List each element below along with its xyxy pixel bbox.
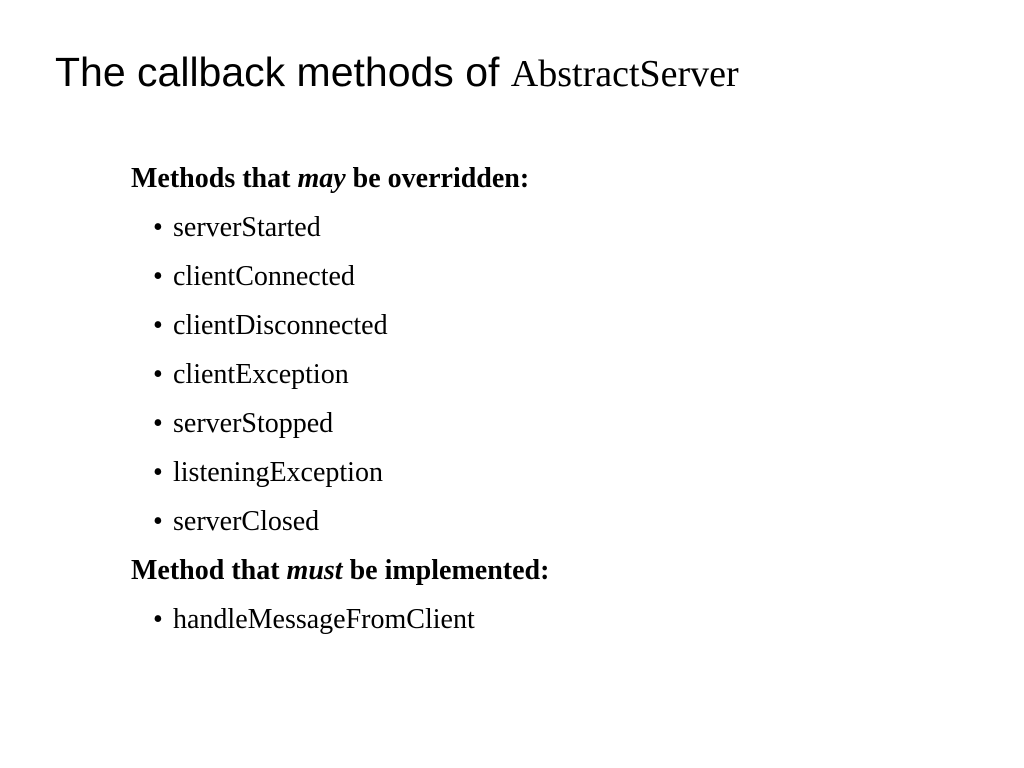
heading-emphasis: may: [297, 163, 346, 194]
method-name: handleMessageFromClient: [173, 604, 475, 635]
method-name: clientException: [173, 359, 349, 390]
method-name: clientConnected: [173, 261, 355, 292]
list-item: [153, 497, 549, 546]
bullet-icon: •: [153, 212, 163, 243]
section-heading-may-override: [131, 154, 549, 203]
list-item: [153, 595, 549, 644]
heading-text: Methods that: [131, 163, 298, 194]
bullet-icon: •: [153, 359, 163, 390]
slide-content: [131, 154, 549, 644]
heading-text: be overridden:: [345, 163, 530, 194]
list-item: [153, 350, 549, 399]
required-methods-list: [131, 595, 549, 644]
method-name: serverClosed: [173, 506, 320, 537]
list-item: [153, 448, 549, 497]
list-item: [153, 399, 549, 448]
list-item: [153, 252, 549, 301]
list-item: [153, 301, 549, 350]
slide-title: [55, 49, 739, 95]
section-heading-must-implement: [131, 546, 549, 595]
bullet-icon: •: [153, 457, 163, 488]
bullet-icon: •: [153, 506, 163, 537]
method-name: serverStarted: [173, 212, 321, 243]
heading-emphasis: must: [286, 555, 343, 586]
method-name: clientDisconnected: [173, 310, 388, 341]
title-class-name: AbstractServer: [510, 53, 739, 95]
bullet-icon: •: [153, 261, 163, 292]
method-name: listeningException: [173, 457, 383, 488]
title-text: The callback methods of: [55, 49, 511, 95]
method-name: serverStopped: [173, 408, 334, 439]
overridable-methods-list: [131, 203, 549, 546]
bullet-icon: •: [153, 310, 163, 341]
heading-text: be implemented:: [342, 555, 550, 586]
heading-text: Method that: [131, 555, 287, 586]
list-item: [153, 203, 549, 252]
bullet-icon: •: [153, 408, 163, 439]
bullet-icon: •: [153, 604, 163, 635]
